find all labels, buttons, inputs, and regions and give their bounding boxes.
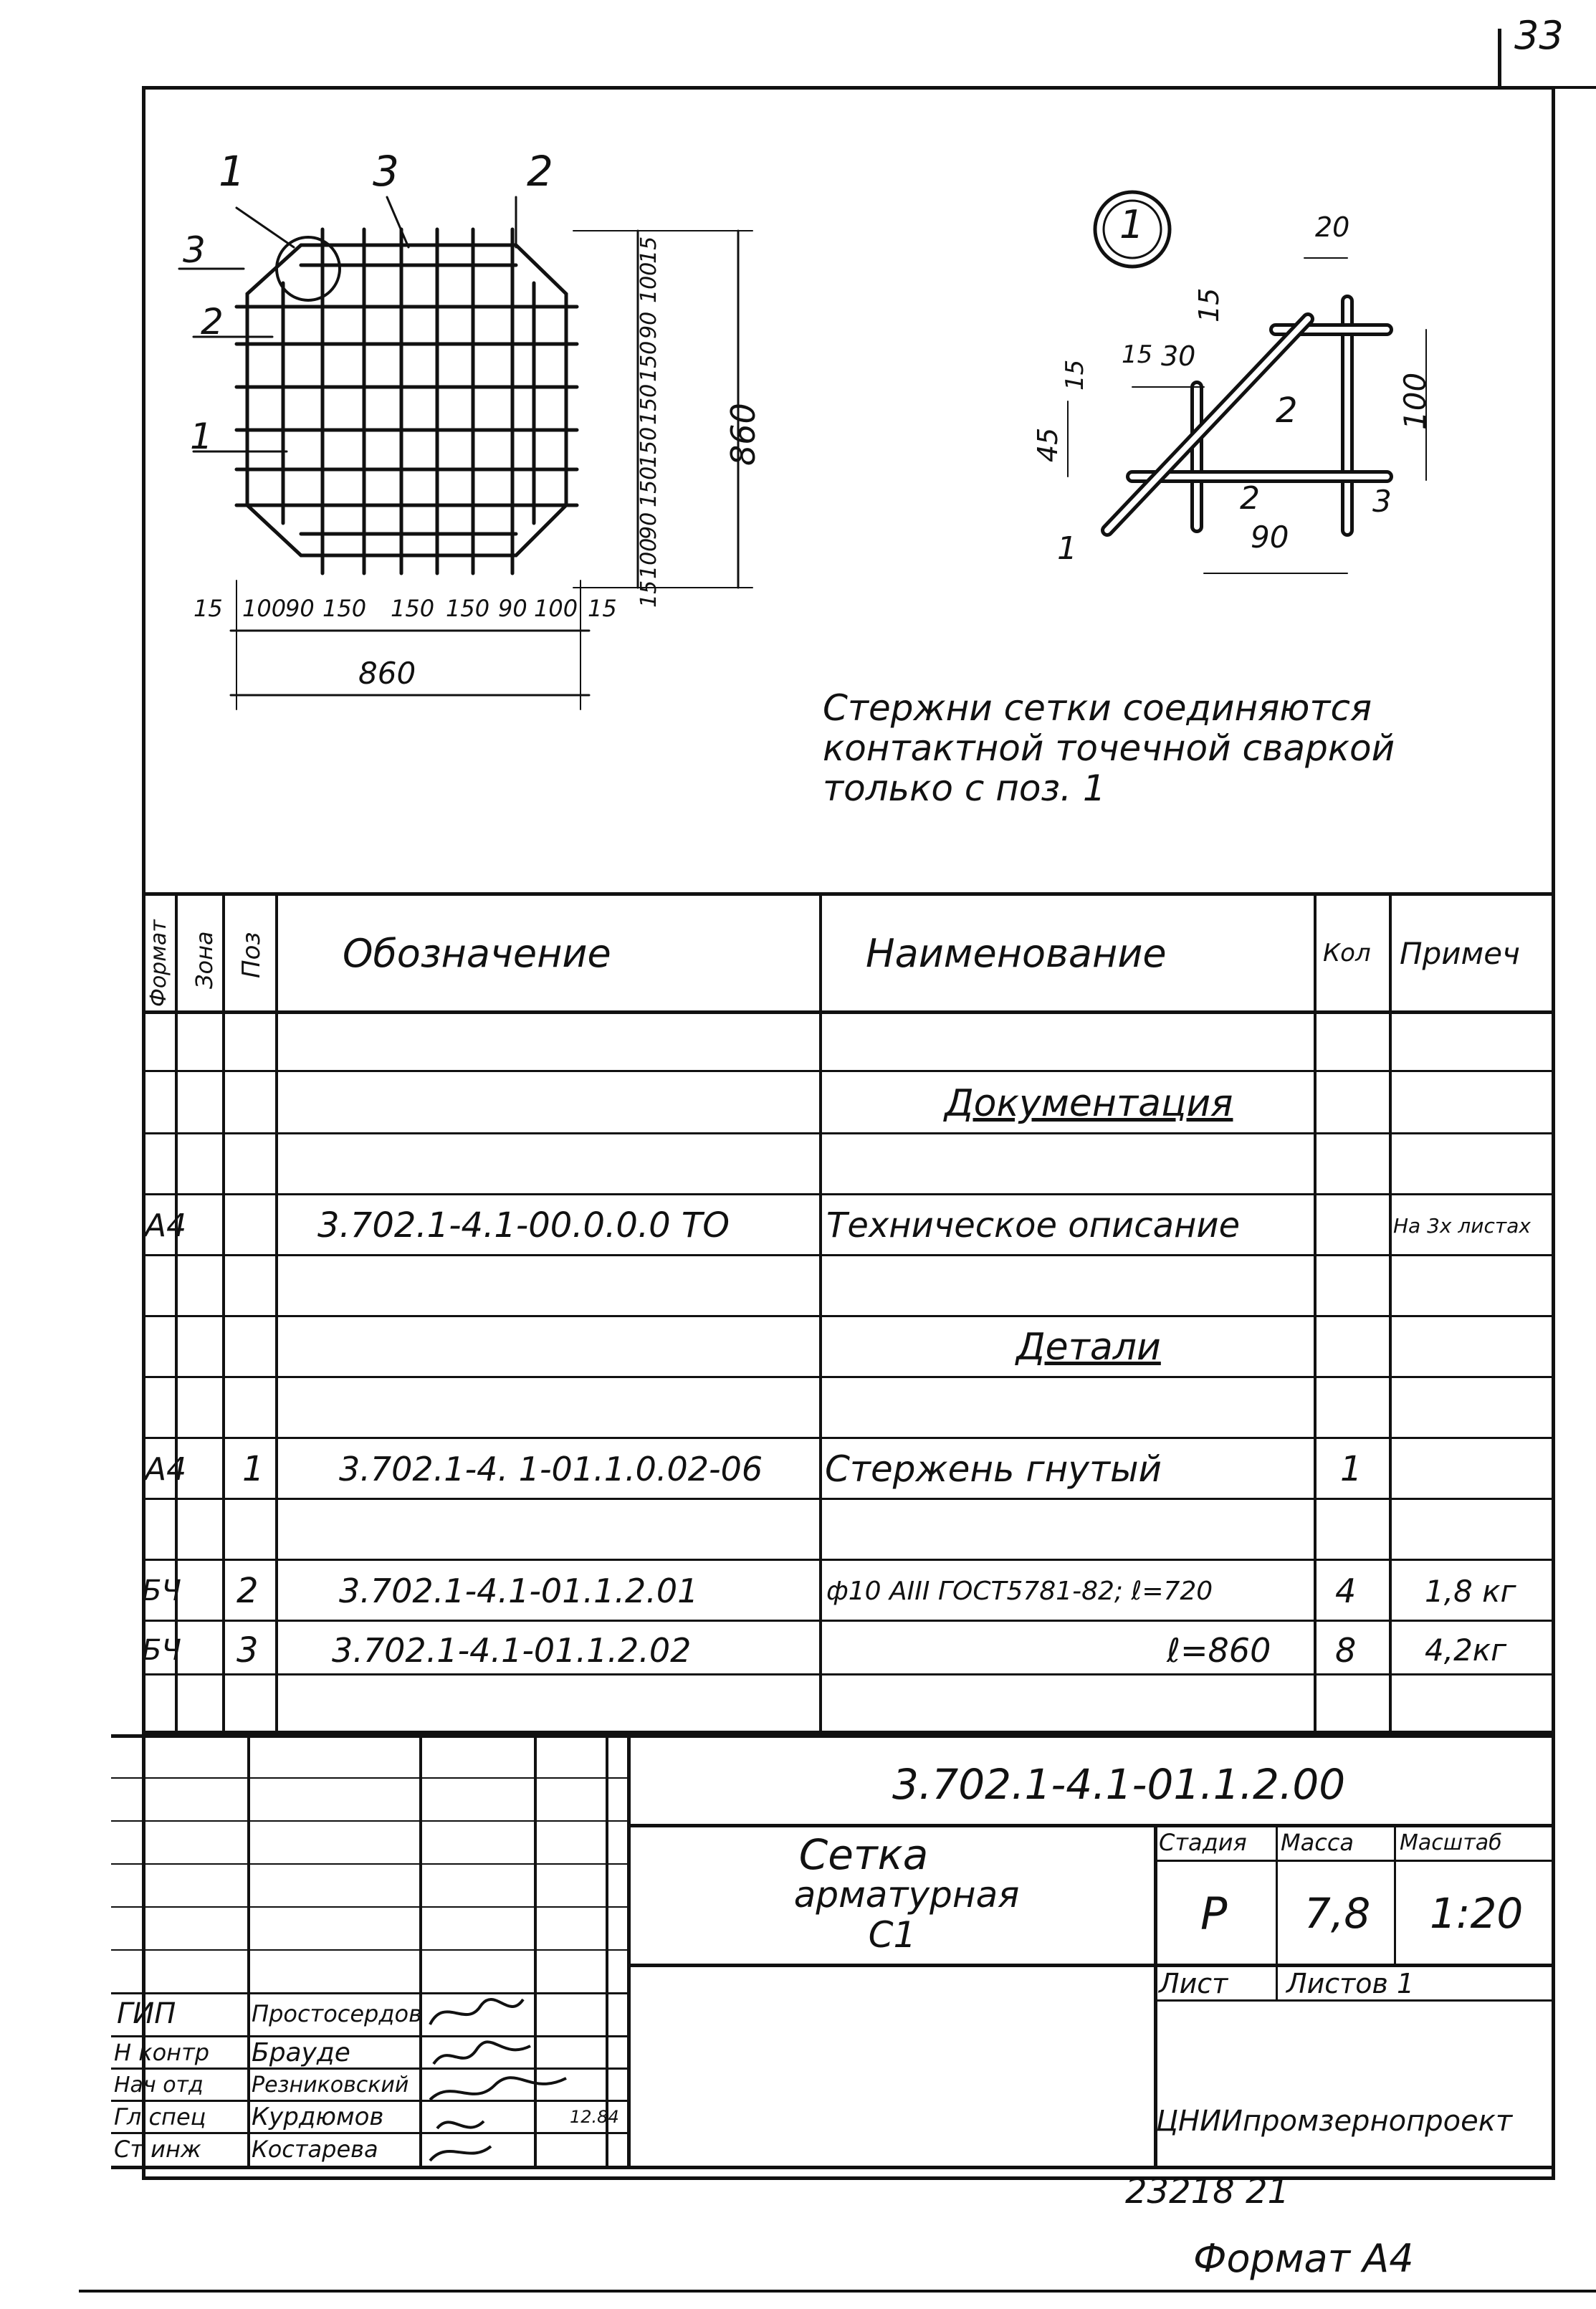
mesh-leader-top-left: 1 (219, 147, 245, 196)
dim-right-1: 100 (636, 262, 661, 303)
dim-right-3: 150 (636, 340, 661, 382)
sig-role-0: ГИП (117, 1997, 176, 2030)
sig-name-0: Простосердов (252, 2000, 422, 2027)
row-1-qty: 1 (1340, 1449, 1362, 1489)
row-to-designation: 3.702.1-4.1-00.0.0.0 ТО (317, 1205, 730, 1246)
detail-pos-3: 3 (1372, 484, 1392, 519)
welding-note (823, 688, 1395, 808)
sig-name-2: Резниковский (252, 2072, 409, 2098)
sig-name-3: Курдюмов (252, 2103, 384, 2131)
row-3-name: ℓ=860 (1167, 1630, 1271, 1670)
header-name: Наименование (866, 930, 1167, 976)
title-block (111, 1734, 1552, 2169)
dim-bottom-5: 150 (446, 595, 490, 622)
mass-label: Масса (1281, 1829, 1354, 1856)
header-format: Формат (146, 919, 171, 1007)
row-3-note: 4,2кг (1425, 1632, 1507, 1668)
header-qty: Кол (1323, 939, 1371, 967)
sign-date: 12.84 (570, 2107, 619, 2127)
detail-dim-45: 45 (1032, 427, 1064, 462)
row-1-designation: 3.702.1-4. 1-01.1.0.02-06 (339, 1450, 763, 1488)
detail-dim-20: 20 (1315, 211, 1350, 243)
note-line-1: Стержни сетки соединяются (823, 687, 1372, 729)
stage-label: Стадия (1159, 1829, 1247, 1856)
header-note: Примеч (1400, 935, 1520, 971)
row-1-pos: 1 (242, 1449, 264, 1489)
header-pos: Поз (237, 932, 266, 978)
row-2-pos: 2 (236, 1571, 259, 1611)
sig-role-4: Ст инж (114, 2136, 201, 2163)
signature-scribbles (423, 1992, 627, 2168)
title-line-2: арматурная (793, 1874, 1020, 1916)
row-2-format: БЧ (142, 1574, 181, 1607)
mesh-leader-top-mid: 3 (373, 147, 399, 196)
organization: ЦНИИпромзернопроект (1156, 2105, 1513, 2138)
sig-role-2: Нач отд (114, 2072, 204, 2098)
mesh-outline (247, 245, 566, 555)
detail-callout-number: 1 (1119, 202, 1145, 247)
row-2-designation: 3.702.1-4.1-01.1.2.01 (339, 1572, 699, 1610)
mesh-leader-left-1: 1 (190, 416, 213, 457)
inventory-number: 23218 21 (1125, 2171, 1290, 2212)
section-documentation: Документация (945, 1082, 1233, 1125)
row-3-designation: 3.702.1-4.1-01.1.2.02 (332, 1630, 692, 1670)
detail-pos-1: 1 (1057, 530, 1077, 567)
row-to-format: А4 (145, 1207, 187, 1244)
sig-role-3: Гл спец (114, 2103, 206, 2131)
dim-right-0: 15 (636, 236, 661, 264)
row-3-pos: 3 (236, 1630, 259, 1670)
sig-role-1: Н контр (114, 2039, 210, 2066)
row-2-name: ф10 АIII ГОСТ5781-82; ℓ=720 (826, 1576, 1213, 1606)
dim-right-9: 15 (636, 580, 661, 608)
mass-value: 7,8 (1304, 1889, 1371, 1938)
detail-pos-2-upper: 2 (1276, 391, 1298, 431)
header-designation: Обозначение (343, 930, 611, 976)
dim-right-2: 90 (636, 311, 661, 339)
stage-value: Р (1200, 1887, 1228, 1940)
dim-right-4: 150 (636, 383, 661, 425)
dim-right-7: 90 (636, 512, 661, 540)
title-text (727, 1830, 1086, 1956)
detail-pos-2-lower: 2 (1240, 480, 1260, 517)
mesh-overall-width: 860 (358, 656, 416, 691)
dim-bottom-3: 150 (322, 595, 367, 622)
mesh-leader-top-right: 2 (527, 147, 553, 196)
detail-dim-90: 90 (1251, 520, 1289, 555)
detail-dim-30: 30 (1161, 340, 1196, 372)
section-details: Детали (1016, 1326, 1161, 1369)
scale-label: Масштаб (1400, 1830, 1502, 1855)
row-3-format: БЧ (142, 1633, 181, 1667)
row-3-qty: 8 (1335, 1630, 1357, 1670)
row-1-name: Стержень гнутый (825, 1448, 1162, 1490)
detail-dim-15-left: 15 (1061, 359, 1089, 391)
detail-dim-15: 15 (1122, 340, 1153, 369)
sheets-label: Листов 1 (1286, 1967, 1415, 1999)
row-2-note: 1,8 кг (1425, 1573, 1516, 1609)
dim-bottom-7: 100 (534, 595, 578, 622)
dim-right-6: 150 (636, 466, 661, 507)
note-line-2: контактной точечной сваркой (823, 727, 1395, 769)
dim-bottom-2: 90 (285, 595, 315, 622)
row-to-note: На 3х листах (1393, 1213, 1531, 1238)
bottom-rule (79, 2290, 1596, 2293)
row-to-name: Техническое описание (826, 1205, 1241, 1246)
format-label: Формат А4 (1193, 2236, 1414, 2281)
note-line-3: только с поз. 1 (823, 768, 1106, 809)
title-line-1: Сетка (798, 1830, 929, 1879)
mesh-leader-left-3: 3 (183, 229, 206, 271)
page-number: 33 (1514, 13, 1564, 58)
dim-bottom-1: 100 (242, 595, 287, 622)
mesh-overall-height: 860 (724, 403, 763, 466)
mesh-leader-left-2: 2 (201, 301, 224, 343)
dim-bottom-4: 150 (391, 595, 435, 622)
dim-bottom-8: 15 (588, 595, 617, 622)
mesh-dims-right (631, 235, 674, 608)
sig-name-4: Костарева (252, 2136, 378, 2163)
dim-bottom-0: 15 (193, 595, 223, 622)
dim-right-5: 150 (636, 426, 661, 468)
header-zone: Зона (191, 931, 218, 989)
row-1-format: А4 (145, 1450, 187, 1488)
scale-value: 1:20 (1430, 1889, 1524, 1938)
sheet-label: Лист (1159, 1967, 1228, 1999)
detail-dim-100: 100 (1397, 372, 1433, 430)
doc-number: 3.702.1-4.1-01.1.2.00 (892, 1760, 1346, 1809)
sig-name-1: Брауде (252, 2037, 350, 2067)
spec-table (142, 892, 1552, 1738)
dim-right-8: 100 (636, 537, 661, 579)
title-line-3: С1 (868, 1914, 917, 1956)
row-2-qty: 4 (1335, 1572, 1357, 1610)
detail-dim-15-top: 15 (1193, 287, 1225, 322)
dim-bottom-6: 90 (498, 595, 527, 622)
mesh-dims-bottom (193, 595, 623, 631)
